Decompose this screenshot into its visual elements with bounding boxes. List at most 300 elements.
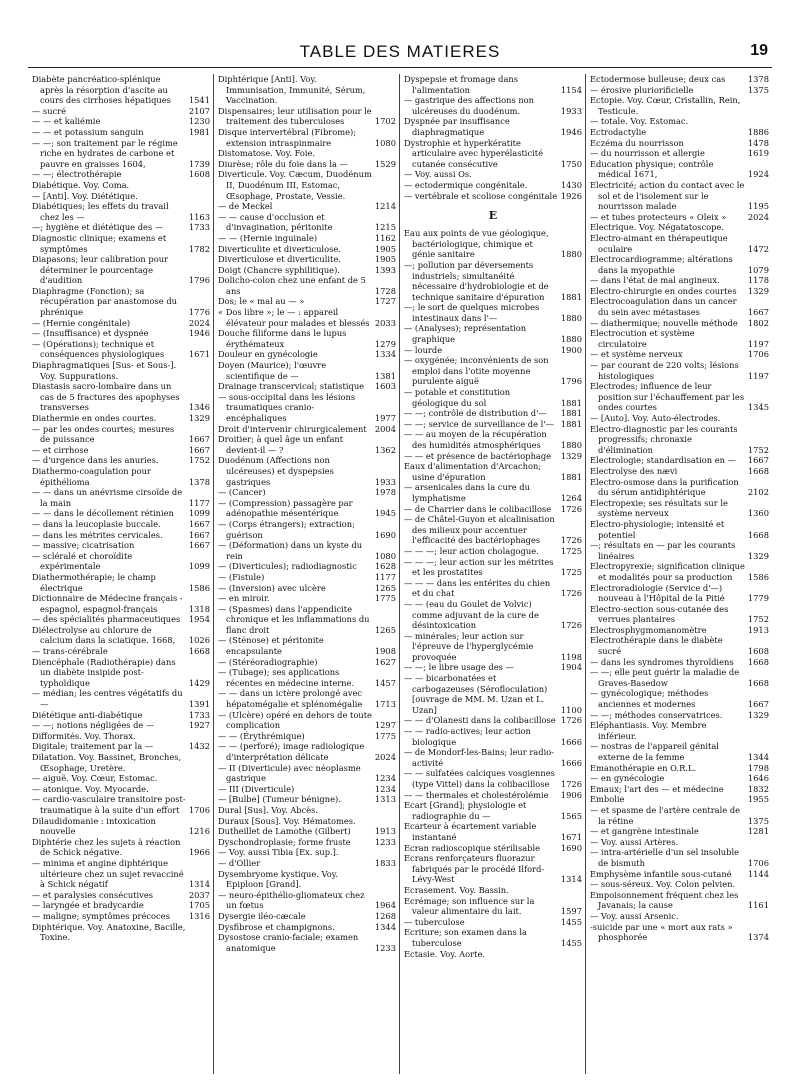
index-entry <box>590 148 769 159</box>
index-entry <box>590 741 769 762</box>
entry-page: 1666 <box>560 757 582 768</box>
entry-text: — (Fistule) <box>218 571 265 582</box>
entry-page: 1752 <box>747 444 769 455</box>
entry-text: Diathermothérapie; le champ électrique <box>32 571 156 593</box>
entry-page: 1314 <box>188 879 210 890</box>
index-entry <box>218 869 396 890</box>
index-columns <box>28 74 774 1074</box>
entry-page: 1375 <box>747 815 769 826</box>
entry-page: 1964 <box>374 900 396 911</box>
entry-page: 1178 <box>747 275 769 286</box>
entry-text: Diabétiques; les effets du travail chez les — <box>32 201 169 222</box>
index-entry <box>218 847 396 858</box>
header-rule <box>28 67 772 68</box>
entry-page: 1529 <box>374 158 396 169</box>
entry-text: Doigt (Chancre syphilitique). <box>218 264 340 275</box>
entry-text: Droit d'intervenir chirurgicalement <box>218 423 367 434</box>
entry-text: Distomatose. Voy. Foie. <box>218 148 316 159</box>
entry-text: Eléphantiasis. Voy. Membre inférieur. <box>590 720 707 741</box>
entry-text: — (Ulcère) opéré en dehors de toute complication <box>218 709 372 731</box>
index-entry <box>32 138 210 170</box>
index-entry <box>32 794 210 815</box>
entry-text: Dilaudidomanie : intoxication nouvelle <box>32 815 156 837</box>
entry-text: — par courant de 220 volts; lésions histologiques <box>590 360 739 381</box>
entry-text: Diverticule. Voy. Cæcum, Duodénum II, Duodénum III, Estomac, Œsophage, Prostate, Vessie. <box>218 169 372 201</box>
index-entry <box>404 302 582 323</box>
entry-page: 1197 <box>747 370 769 381</box>
index-entry <box>32 720 210 731</box>
entry-page: 1432 <box>188 741 210 752</box>
index-entry <box>404 768 582 789</box>
entry-page: 2024 <box>374 752 396 762</box>
entry-page: 1375 <box>747 84 769 95</box>
index-entry <box>590 805 769 826</box>
index-entry <box>218 572 396 583</box>
entry-page: 2102 <box>747 487 769 498</box>
index-entry <box>218 890 396 911</box>
entry-text: Electrocoagulation dans un cancer du sein avec métastases <box>590 296 737 318</box>
entry-page: 1977 <box>374 413 396 423</box>
entry-text: Dysergie iléo-cæcale <box>218 910 306 921</box>
entry-page: 1586 <box>747 571 769 582</box>
entry-page: 1946 <box>560 126 582 137</box>
index-entry <box>218 392 396 424</box>
index-entry <box>32 657 210 689</box>
entry-text: — (Sténose) et péritonite encapsulante <box>218 635 324 657</box>
index-entry <box>590 296 769 317</box>
entry-page: 1314 <box>560 874 582 885</box>
index-entry <box>32 890 210 901</box>
index-entry <box>218 593 396 604</box>
entry-text: — — dans un anévrisme cirsoïde de la main <box>32 487 183 508</box>
index-entry <box>32 360 210 381</box>
index-entry <box>32 487 210 508</box>
entry-text: — —; elle peut guérir la maladie de Graves-Basedow <box>590 667 740 688</box>
entry-text: — — (perforé); image radiologique d'interprétation délicate <box>218 741 365 762</box>
index-entry <box>590 360 769 381</box>
entry-page: 1163 <box>188 211 210 222</box>
index-entry <box>590 847 769 868</box>
entry-page: 1627 <box>374 656 396 667</box>
entry-page: 1955 <box>747 794 769 805</box>
index-entry <box>590 381 769 413</box>
entry-text: — totale. Voy. Estomac. <box>590 116 689 127</box>
entry-text: — — dans le décollement rétinien <box>32 508 174 519</box>
index-entry <box>32 752 210 773</box>
index-entry <box>218 741 396 762</box>
entry-page: 1541 <box>188 95 210 106</box>
entry-text: — sous-occipital dans les lésions traumatiques cranio-encéphaliques <box>218 391 356 423</box>
index-entry <box>590 720 769 741</box>
index-entry <box>404 726 582 747</box>
entry-text: — [Bulbe] (Tumeur bénigne). <box>218 794 341 805</box>
entry-page: 1726 <box>560 503 582 514</box>
index-entry <box>590 477 769 498</box>
index-entry <box>32 784 210 795</box>
entry-text: —; hygiène et diététique des — <box>32 222 164 233</box>
index-entry <box>218 519 396 540</box>
entry-page: 1360 <box>747 508 769 519</box>
index-entry <box>218 498 396 519</box>
index-entry <box>32 614 210 625</box>
entry-text: —; pollution par déversements industriels; simultanéité nécessaire d'hydrobiologie et de technique sanitaire d'épuration <box>404 259 549 302</box>
index-entry <box>404 631 582 663</box>
entry-page: 1430 <box>560 179 582 190</box>
entry-text: — — —; leur action sur les métrites et les prostatites <box>404 556 554 578</box>
entry-page: 1690 <box>560 842 582 853</box>
entry-text: Disque intervertébral (Fibrome); extension intraspinmaire <box>218 126 357 148</box>
index-entry <box>404 169 582 180</box>
index-entry <box>32 413 210 424</box>
entry-page: 1154 <box>560 84 582 95</box>
index-entry <box>32 816 210 837</box>
index-entry <box>32 551 210 572</box>
index-entry <box>218 381 396 392</box>
entry-text: — minima et angine diphtérique ultérieure chez un sujet revacciné à Schick négatif <box>32 857 184 890</box>
page-number: 19 <box>750 42 768 59</box>
entry-text: — dans les syndromes thyroïdiens <box>590 656 734 667</box>
entry-page: 1880 <box>560 249 582 260</box>
entry-text: Ectrodactylie <box>590 126 647 137</box>
entry-page: 1796 <box>560 376 582 387</box>
index-entry <box>32 445 210 456</box>
index-entry <box>404 355 582 387</box>
entry-text: — potable et constitution géologique du sol <box>404 387 511 408</box>
entry-text: — érosive pluriorificielle <box>590 84 694 95</box>
entry-text: Electro-section sous-cutanée des verrues plantaires <box>590 603 729 625</box>
entry-text: — neuro-épithélio-gliomateux chez un fœtus <box>218 889 365 911</box>
entry-text: Electrocution et système circulatoire <box>590 328 695 349</box>
entry-page: 1281 <box>747 826 769 837</box>
entry-text: — dans les métrites cervicales. <box>32 529 163 540</box>
entry-page: 1374 <box>747 932 769 943</box>
entry-text: Dilatation. Voy. Bassinet, Bronches, Œsophage, Uretère. <box>32 752 182 773</box>
entry-text: — — et présence de bactériophage <box>404 450 552 461</box>
index-entry <box>404 949 582 960</box>
entry-text: Douleur en gynécologie <box>218 349 318 360</box>
entry-page: 1329 <box>560 450 582 461</box>
entry-text: Diapasons; leur calibration pour déterminer le pourcentage d'audition <box>32 254 169 286</box>
index-entry <box>590 890 769 911</box>
index-entry <box>218 487 396 498</box>
index-entry <box>32 540 210 551</box>
index-entry <box>218 911 396 922</box>
entry-page: 1619 <box>747 148 769 159</box>
entry-text: Ectasie. Voy. Aorte. <box>404 948 485 959</box>
entry-text: — Voy. aussi Arsenic. <box>590 910 679 921</box>
entry-text: Electricité; action du contact avec le sol et de l'isolement sur le nourrisson malade <box>590 179 745 212</box>
entry-text: Dyspepsie et fromage dans l'alimentation <box>404 74 519 95</box>
index-entry <box>32 710 210 721</box>
entry-text: — nostras de l'appareil génital externe de la femme <box>590 741 719 762</box>
entry-text: — laryngée et bradycardie <box>32 900 144 911</box>
entry-text: Ecran radioscopique stérilisable <box>404 842 541 853</box>
entry-page: 1177 <box>188 497 210 508</box>
entry-page: 1881 <box>560 397 582 408</box>
entry-text: Dispensaires; leur utilisation pour le traitement des tuberculoses <box>218 105 372 127</box>
entry-text: Dutheillet de Lamothe (Gilbert) <box>218 826 351 837</box>
entry-page: 1668 <box>747 465 769 476</box>
index-column-3 <box>400 74 586 1074</box>
entry-text: — (Corps étrangers); extraction; guérison <box>218 518 355 540</box>
index-entry <box>590 561 769 582</box>
entry-page: 1667 <box>188 529 210 540</box>
index-entry <box>404 800 582 821</box>
index-entry <box>590 688 769 709</box>
index-entry <box>32 191 210 202</box>
entry-text: Diurèse; rôle du foie dans la — <box>218 158 348 169</box>
entry-page: 1667 <box>188 444 210 455</box>
entry-text: Electro-physiologie; intensité et potentiel <box>590 518 725 540</box>
index-entry <box>590 498 769 519</box>
index-entry <box>404 662 582 673</box>
index-entry <box>404 461 582 482</box>
index-entry <box>404 599 582 631</box>
entry-page: 1881 <box>560 408 582 419</box>
entry-page: 1671 <box>560 831 582 842</box>
entry-text: — gynécologique; méthodes anciennes et modernes <box>590 688 709 710</box>
entry-text: — en gynécologie <box>590 773 665 784</box>
entry-page: 1265 <box>374 582 396 593</box>
entry-page: 1978 <box>374 487 396 498</box>
entry-page: 1668 <box>188 646 210 657</box>
entry-text: Ecart [Grand]; physiologie et radiographie du — <box>404 800 527 821</box>
entry-text: Electropexie; ses résultats sur le système nerveux <box>590 497 728 519</box>
index-entry <box>590 275 769 286</box>
entry-text: Education physique; contrôle médical 1671, <box>590 158 714 180</box>
index-entry <box>404 896 582 917</box>
index-entry <box>404 345 582 356</box>
entry-text: — — d'Olanesti dans la colibacillose <box>404 715 556 726</box>
entry-page: 1334 <box>374 349 396 360</box>
index-entry <box>590 826 769 837</box>
index-entry <box>218 328 396 349</box>
entry-page: 1881 <box>560 418 582 429</box>
entry-page: 1378 <box>747 74 769 84</box>
entry-text: — et système nerveux <box>590 349 683 360</box>
entry-page: 1667 <box>188 540 210 551</box>
entry-page: 1727 <box>374 296 396 307</box>
entry-page: 1926 <box>560 190 582 201</box>
entry-page: 1667 <box>747 455 769 466</box>
entry-text: Electro-chirurgie en ondes courtes <box>590 285 737 296</box>
entry-page: 1362 <box>374 444 396 455</box>
entry-page: 1705 <box>188 900 210 911</box>
entry-text: — —; service de surveillance de l'— <box>404 418 554 429</box>
index-entry <box>590 879 769 890</box>
index-entry <box>218 148 396 159</box>
entry-page: 1455 <box>560 916 582 927</box>
entry-text: — Voy. aussi Tibia [Ex. sup.]. <box>218 847 339 858</box>
entry-text: — — (Hernie inguinale) <box>218 232 318 243</box>
entry-text: Diététique anti-diabétique <box>32 709 143 720</box>
entry-text: — maligne; symptômes précoces <box>32 910 170 921</box>
entry-page: 1733 <box>188 709 210 720</box>
entry-page: 1966 <box>188 847 210 858</box>
entry-text: Dyspnée par insuffisance diaphragmatique <box>404 116 510 137</box>
entry-text: Electrolyse des nævi <box>590 465 678 476</box>
index-entry <box>218 212 396 233</box>
index-entry <box>218 233 396 244</box>
entry-text: — diathermique; nouvelle méthode <box>590 317 738 328</box>
entry-page: 1706 <box>747 857 769 868</box>
index-entry <box>590 625 769 636</box>
index-entry <box>590 180 769 212</box>
entry-text: — — thermales et cholestérolémie <box>404 789 549 800</box>
entry-text: — minérales; leur action sur l'épreuve de l'hyperglycémie provoquée <box>404 630 534 662</box>
index-entry <box>404 578 582 599</box>
entry-page: 1177 <box>374 571 396 582</box>
entry-text: Digitale; traitement par la — <box>32 741 154 752</box>
index-entry <box>32 625 210 646</box>
index-entry <box>404 821 582 842</box>
entry-text: Diaphragme (Fonction); sa récupération par anastomose du phrénique <box>32 285 177 318</box>
entry-page: 1933 <box>560 105 582 116</box>
index-entry <box>32 424 210 445</box>
index-entry <box>590 604 769 625</box>
entry-text: — (Hernie congénitale) <box>32 317 131 328</box>
entry-text: Electrocardiogramme; altérations dans la myopathie <box>590 254 733 275</box>
entry-text: Doyen (Maurice); l'œuvre scientifique de — <box>218 360 327 381</box>
index-entry <box>32 328 210 339</box>
index-entry <box>32 254 210 286</box>
entry-page: 1313 <box>374 794 396 805</box>
entry-text: — du nourrisson et allergie <box>590 148 705 159</box>
index-entry <box>590 794 769 805</box>
index-column-2 <box>214 74 400 1074</box>
entry-text: Electro-osmose dans la purification du sérum antidiphtérique <box>590 476 739 498</box>
index-entry <box>590 413 769 424</box>
entry-page: 1881 <box>560 471 582 482</box>
index-entry <box>218 540 396 561</box>
entry-page: 1344 <box>747 752 769 762</box>
entry-text: Emanothérapie en O.R.L. <box>590 762 697 773</box>
entry-text: Dysembryome kystique. Voy. Epiploon [Grand]. <box>218 868 338 890</box>
entry-page: 1924 <box>747 169 769 180</box>
entry-text: — —; son traitement par le régime riche en hydrates de carbone et pauvre en graisses 1604, <box>32 137 178 169</box>
entry-text: — III (Diverticule) <box>218 783 295 794</box>
index-entry <box>218 794 396 805</box>
page-title: TABLE DES MATIERES <box>299 42 501 61</box>
entry-text: — (Insuffisance) et dyspnée <box>32 328 149 339</box>
entry-text: — — (Érythrémique) <box>218 730 305 741</box>
index-entry <box>32 169 210 180</box>
entry-text: — —; électrothérapie <box>32 169 122 180</box>
entry-page: 1195 <box>747 201 769 212</box>
entry-page: 1668 <box>747 677 769 688</box>
entry-text: — sucré <box>32 105 67 116</box>
index-entry <box>218 837 396 848</box>
entry-text: — médian; les centres végétatifs du — <box>32 688 183 710</box>
index-entry <box>404 180 582 191</box>
index-entry <box>218 763 396 784</box>
index-entry <box>590 318 769 329</box>
entry-text: — (Opérations); technique et conséquences physiologiques <box>32 338 165 360</box>
index-entry <box>32 519 210 530</box>
entry-text: Empoisonnement fréquent chez les Javanais; la cause <box>590 889 739 911</box>
index-entry <box>32 572 210 593</box>
index-entry <box>218 106 396 127</box>
entry-text: Ecrasement. Voy. Bassin. <box>404 884 509 895</box>
index-entry <box>32 900 210 911</box>
index-entry <box>218 360 396 381</box>
entry-page: 1666 <box>560 736 582 747</box>
entry-page: 1318 <box>188 603 210 614</box>
entry-page: 1565 <box>560 810 582 821</box>
entry-text: Electrique. Voy. Négatatoscope. <box>590 222 724 233</box>
entry-text: Diverticulite et diverticulose. <box>218 243 341 254</box>
entry-text: — et gangrène intestinale <box>590 826 699 837</box>
entry-page: 1706 <box>188 804 210 815</box>
entry-text: — dans l'état de mal angineux. <box>590 275 720 286</box>
entry-page: 1667 <box>747 699 769 710</box>
entry-page: 1100 <box>560 704 582 715</box>
index-entry <box>590 212 769 223</box>
entry-page: 1880 <box>560 312 582 323</box>
index-entry <box>590 466 769 477</box>
entry-page: 1702 <box>374 116 396 127</box>
entry-text: — — dans un ictère prolongé avec hépatomégalie et splénomégalie <box>218 688 363 710</box>
entry-page: 1881 <box>560 291 582 302</box>
index-entry <box>32 593 210 614</box>
entry-page: 1802 <box>747 317 769 328</box>
entry-page: 2037 <box>188 889 210 900</box>
entry-text: — — bicarbonatées et carbogazeuses (Sérofloculation) [ouvrage de MM. M. Uzan et L. Uzan] <box>404 673 548 715</box>
index-entry <box>218 583 396 594</box>
index-entry <box>404 715 582 726</box>
entry-text: — —; notions négligées de — <box>32 720 155 731</box>
entry-text: Droitier; à quel âge un enfant devient-il — ? <box>218 434 344 455</box>
entry-page: 1026 <box>188 635 210 646</box>
entry-page: 1264 <box>560 492 582 503</box>
entry-text: Diabétique. Voy. Coma. <box>32 179 130 190</box>
entry-text: Dysfibrose et champignons. <box>218 921 335 932</box>
entry-text: Ecarteur à écartement variable instantané <box>404 821 537 842</box>
entry-page: 1279 <box>374 338 396 349</box>
entry-text: Ecriture; son examen dans la tuberculose <box>404 927 527 948</box>
index-entry <box>218 244 396 255</box>
entry-text: — par les ondes courtes; mesures de puissance <box>32 423 175 445</box>
index-entry <box>404 557 582 578</box>
entry-text: Diathermo-coagulation pour épithélioma <box>32 465 151 487</box>
entry-text: — — sulfatées calciques vosgiennes (type Vittel) dans la colibacillose <box>404 768 555 789</box>
entry-text: — atonique. Voy. Myocarde. <box>32 783 149 794</box>
index-entry <box>32 646 210 657</box>
entry-page: 1346 <box>188 402 210 413</box>
entry-page: 1608 <box>188 169 210 180</box>
entry-text: Diastasis sacro-lombaire dans un cas de 5 fractures des apophyses transverses <box>32 381 180 413</box>
entry-text: Duodénum (Affections non ulcéreuses) et dyspepsies gastriques <box>218 455 334 487</box>
entry-text: « Dos libre »; le — : appareil élévateur pour malades et blessés <box>218 307 370 328</box>
entry-text: — (Analyses); représentation graphique <box>404 323 527 345</box>
entry-page: 1297 <box>374 720 396 731</box>
entry-text: — (Cancer) <box>218 487 266 498</box>
index-entry <box>590 657 769 668</box>
index-entry <box>590 349 769 360</box>
entry-page: 1597 <box>560 906 582 917</box>
entry-page: 1457 <box>374 677 396 688</box>
index-entry <box>32 530 210 541</box>
entry-page: 1954 <box>188 614 210 625</box>
index-entry <box>32 127 210 138</box>
entry-page: 1214 <box>374 201 396 212</box>
entry-page: 1603 <box>374 381 396 392</box>
entry-text: Ecrémage; son influence sur la valeur alimentaire du lait. <box>404 895 535 917</box>
index-entry <box>218 922 396 933</box>
entry-text: — [Anti]. Voy. Diététique. <box>32 190 138 201</box>
entry-text: Eaux d'alimentation d'Arcachon; usine d'épuration <box>404 461 542 482</box>
index-entry <box>404 429 582 450</box>
